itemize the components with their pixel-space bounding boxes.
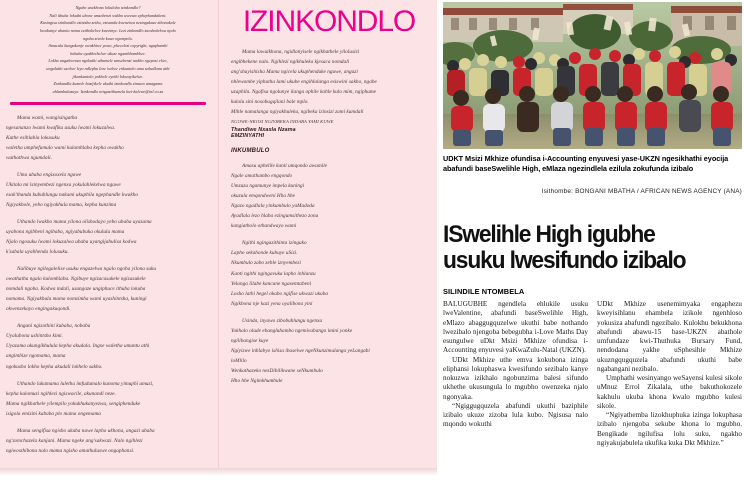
poem-line: ng'zomchazela kanjani. Mama ngeke ang'sakwazi. Nalo ngihlezi bbox=[6, 437, 143, 444]
article-column-1 bbox=[443, 300, 588, 486]
article-paragraph: UDkt Mkhize uthe emva kokubona izinga eliphansi lokuphaswa kwesifundo sezibalo kanye nokuzwa izikhalo ngobunzima balesi sifundo ukhethe ukusungula lo mgubho owenzeka njalo ngonyaka. bbox=[443, 355, 588, 401]
poem-line: okwenzekayo engingakuqondi. bbox=[6, 306, 71, 313]
poem-line: Ayadlala lezo hlaba ezingumsithezo zona bbox=[231, 213, 319, 220]
poem-line: ngilibangise kuye bbox=[231, 337, 269, 344]
poem-right-intro bbox=[231, 48, 427, 117]
article-paragraph: Umphathi wesinyango weSayensi kulesi sikole uMnuz Errol Zikalala, uthe bakuthokozele kakhulu ukuba khona kwalo mgubho kulesi sikole. bbox=[597, 374, 742, 410]
poem-line: waletha umphefumulo wami kulomhlaba kepha owakho bbox=[6, 144, 124, 151]
notice-line: ungaluthi uxolwe leyo ndlephu leze ixolwe enkantolo uma sekudlana athi bbox=[46, 66, 170, 71]
notice-line: Lokho ungakwenza ngokuthi uthumele umsebenzi wakho ngeposi elwe, bbox=[48, 58, 168, 64]
poem-line: loMlilo bbox=[231, 357, 247, 364]
poem-line: uzaphila. Ngafisa ngolunye ilanga ophile kahle kulo mim, ngiphume bbox=[231, 89, 377, 96]
poem-line: Yokhalo olude ebanglubambo ngemivabango imini yonke bbox=[231, 327, 353, 334]
notice-line: ahlambalazayo. Izinkondlo ningazithumela kwi-kalewe@inl.co.za bbox=[52, 88, 164, 94]
poem-stanza-gap bbox=[231, 232, 427, 239]
poem-line: Lapho sekahonde kubuye uSizi. bbox=[231, 250, 298, 257]
poet-location: EMZINYATHI bbox=[231, 133, 265, 140]
poem-line: kangiatholo othandwayo wami bbox=[231, 223, 297, 230]
poem-line: Angani ngizothini kubaba, nobaba bbox=[17, 323, 91, 330]
poem-line: Uyalubona ushintsho kimi. bbox=[6, 333, 64, 340]
notice-line: kwabanye abantu noma ezithokelwe kwezinye. Lezi zinkondlo zaoshokelwa njalo bbox=[40, 27, 176, 33]
poem-line: Ngikbona nje kazi yena oyalibona yini bbox=[231, 300, 313, 307]
poem-line: owathatha ngalo kulomhlaba. Ngibuye ngizacasukele ngizasukele bbox=[6, 276, 146, 283]
poem-title: INKUMBULO bbox=[231, 148, 270, 155]
poem-line: kulolu sini nosobugqilani bale mplo. bbox=[231, 99, 309, 106]
headline-line-2: usuku lwesifundo izibalo bbox=[443, 246, 686, 274]
poem-line: ngiwosthibona nalo mama ngisho amathuluswe ongaphansi. bbox=[6, 447, 135, 454]
photo-graphic bbox=[443, 2, 742, 149]
article-paragraph: BALUGUBHE ngendlela ehlukile usuku lweValentine, abafundi baseSwelihle High, eMlazo abaggugquzelwe ukuthi babe nothando lwezibalo njengoba bebegubha i-Love Maths Day esungulwe uDkt Msizi Mkhize ofundisa i-Accounting enyuvesi yaKwaZulu-Natal (UKZN). bbox=[443, 300, 588, 355]
poem-line: engibhekene nalo. Ngihlezi ngikhuleka kjesaca nomdali bbox=[231, 59, 350, 66]
notice-line: Amacala kungakunje owakhiwe yawo, phecelezi copyright, ngaphambi bbox=[48, 43, 168, 49]
submission-notice bbox=[6, 3, 210, 96]
photo-caption: UDKT Msizi Mkhize ofundisa i-Accounting enyuvesi yase-UKZN ngesikhathi eyocija abafundi baseSwelihle High, eMlaza ngezindlela ezilula zokufunda izibalo bbox=[443, 154, 729, 174]
poem-stanza-gap bbox=[6, 211, 210, 218]
notice-line: Kusingisa izinkondlo ezintsha zethu, ezisanda kwenziwa nezingakaze zibonakale bbox=[40, 20, 176, 26]
poem-line: ngokusho lokho kepha akudali lokhelo sakho. bbox=[6, 363, 103, 370]
headline-line-1: ISwelihle High igubhe bbox=[443, 221, 655, 249]
poetry-column-left bbox=[0, 0, 218, 468]
poem-line: Ngiyizwe inhlabyo ishisa ibaselwe ngeNkunzimalanga yeLangabi bbox=[231, 347, 370, 354]
article-photo bbox=[443, 2, 742, 149]
poem-stanza-gap bbox=[6, 258, 210, 265]
poem-line: esak'thanda kubuhlungu nakami ukuphila ngephandle kwakho bbox=[6, 191, 138, 198]
poem-line: wathathwa ngumdali. bbox=[6, 154, 52, 161]
poem-line: Uyazama ukungikhulula kepha akudala. Ingxe waletha umuntu athi bbox=[6, 343, 150, 350]
notice-line: Nali ithuba lokuthi ubone umsebenzi wakho uvezwa ephephandabeni. bbox=[49, 12, 167, 18]
poem-line: Wenkathazeko nesDibilikwane seNkumbulo bbox=[231, 367, 323, 374]
article-body bbox=[443, 300, 742, 486]
poem-line: Usinda, inyawo zibobuhlungu ngenxa bbox=[242, 317, 323, 324]
poem-line: nhlewombe yiphutha lami ukube engihlalanga esiswini sakho, ngabe bbox=[231, 79, 377, 86]
article-byline: SILINDILE NTOMBELA bbox=[443, 287, 525, 296]
poem-line: Nalibuye ngilogalelise usuku engazelwa ngalo ngoba yilona suku bbox=[17, 266, 156, 273]
article-column-2 bbox=[597, 300, 742, 486]
poem-line: Kuthe esihlabla lokusuku bbox=[6, 134, 60, 141]
poem-line: Uma ubaba engixoxela ngawe bbox=[17, 171, 82, 178]
poem-line: nomama. Ngiyakhula mama nomzimba wami uyashintsha, kuningi bbox=[6, 296, 147, 303]
poem-line: nomdali ngoba. Kodwa mdali, usungaze ungiphuce ithuba lokuba bbox=[6, 286, 146, 293]
poem-line: kepha kulomuzi ngihlezi ngiswacile, akunandi neze. bbox=[6, 390, 116, 397]
poem-line: uyabona ngibheni ngibaba, ngiyabubuka okululu mama bbox=[6, 228, 125, 235]
photo-credit: Isithombe: BONGANI MBATHA / AFRICAN NEWS AGENCY (ANA) bbox=[541, 188, 742, 195]
poem-line: Mihle namalanga ngiyakhuleka, ngibeka izinsizi zami kumdali bbox=[231, 109, 364, 116]
poet-name: Thandiwe Nxaxla Nzama bbox=[231, 127, 296, 134]
izinkondlo-masthead: IZINKONDLO bbox=[242, 5, 416, 38]
poem-line: Ngithi ngingazithinta izinguko bbox=[242, 240, 307, 247]
poem-stanza-gap bbox=[6, 164, 210, 171]
poem-line: Amasu aphelile kanti umqondo awumile bbox=[242, 163, 328, 170]
poem-line: Hho hhe Ngimkhumbule bbox=[231, 377, 283, 384]
poem-dedication-line: NGOWE-NKOSI NGIYIBEKA INDABA YAMI KUWE bbox=[231, 119, 334, 125]
poem-line: Ngiyakhole, yebo ngiyakhula mama, kepha kunzima bbox=[6, 201, 117, 208]
poem-stanza-gap bbox=[6, 420, 210, 427]
poem-line: angimbize ngomama, mama bbox=[6, 353, 66, 360]
article-headline bbox=[443, 222, 727, 273]
poem-line: ngesananzo lwami kwafika usuku lwami lokuzalwa. bbox=[6, 124, 116, 131]
poem-line: Nkumbulo zabo zehle iznyembezi bbox=[231, 260, 301, 267]
poem-line: k'sabala uyabhenda lolusuku. bbox=[6, 249, 69, 256]
poem-line: Mama ngikhathele yilempilo yokukhukanyezwa, sengiphenduke bbox=[6, 400, 141, 407]
poem-stanza-gap bbox=[6, 373, 210, 380]
poem-line: okuzula emqondweni Hha hhe bbox=[231, 193, 295, 200]
notice-line: kokuba uyakhethelwe ukuze ngambhamblwe. bbox=[70, 50, 146, 56]
poem-stanza-gap bbox=[231, 310, 427, 317]
article-paragraph: UDkt Mkhize usenemimyaka engaphezu kweyisihlanu ehambela izikole ngenhloso yokusiza abafundi ngezibalo. Kulokhu bekukhona abafundi abawu-15 base-UKZN abathole umfundaze kwi-Thuthuka Bursary Fund, nendodana yakhe uSphesihle Mkhize ukuzngqugquzela abafundi ukuthi babe ngabangani nezibalo. bbox=[597, 300, 742, 373]
poem-line: Ukitala mi lsinyembezi ngenxa yokulahlekelwa nguwe bbox=[6, 181, 121, 188]
poem-right-body bbox=[231, 162, 427, 386]
poem-line: Losho lathi hegel okabo ngifise ukwazi ukuba bbox=[231, 290, 329, 297]
article-paragraph: “Ngiggugquzela abafundi ukuthi baziphile izibalo ukuze zizoba lula kubo. Ngisusa nalo mqondo wokuthi bbox=[443, 401, 588, 429]
poem-line: Umzuzu ngamunye impela kuningi bbox=[231, 183, 305, 190]
poem-line: Ngale amathambo engqondo bbox=[231, 173, 293, 180]
poem-line: isigola emizini kababa plo mama ongemama bbox=[6, 410, 101, 417]
article-paragraph: “Ngiyathemba lizokhuphuka izinga lokuphasa izibalo njengoba sekube khona lo mgubho. Bengikade ngilufisa lolu suku, ngakho ngiyakujabulela ukufika kuka Dkt Mkhize.” bbox=[597, 411, 742, 447]
poem-line: Uthando lukamama luletha imfudumalo kunoma yimuphi umuzi, bbox=[17, 380, 154, 387]
poetry-column-right bbox=[218, 0, 437, 468]
poem-line: Mama sengifisa ngisho ukuba nawe lapho ukhona, angazi ubaba bbox=[17, 427, 155, 434]
poem-line: Mama lawuikhona, ngidlanyisele ngikhathele yilolusizi bbox=[242, 49, 360, 55]
notice-line: Ngabe unekhono lokuloba izinkondlo? bbox=[75, 5, 141, 10]
poem-line: Ngazo ngadlala yinkumbulo yaMadoda bbox=[231, 203, 315, 210]
poem-left-body bbox=[6, 114, 210, 456]
poem-line: Njalo ngosuku lwami lokuzalwa ubaba uyangijabulisa kodwa bbox=[6, 239, 137, 246]
magenta-divider-rule bbox=[10, 102, 206, 105]
poem-line: ang'shayishisha Mama ngicela ukuphenduke nguwe, angazi bbox=[231, 69, 358, 76]
poem-line: Kanti ngithi ngingavuka lapho inhlanzu bbox=[231, 270, 316, 277]
poem-line: Yelanga lilabe kancane ngasemtabeni bbox=[231, 280, 312, 287]
poem-line: Uthando lwakho mama yilona olishodayo yebo ubaba uyazama bbox=[17, 218, 152, 225]
notice-line: jikankantolo yakhele eyethi lokwayikelwe. bbox=[72, 73, 144, 79]
notice-line: ngoba zivela kuwe ngempela. bbox=[83, 35, 133, 41]
poem-stanza-gap bbox=[6, 315, 210, 322]
article-section bbox=[441, 0, 744, 490]
notice-line: Zonkandla kumele bazijikele ukuthi izinkondlo zinawo amagama bbox=[53, 81, 163, 87]
poem-line: Mama wami, wangisingatha bbox=[17, 114, 78, 121]
